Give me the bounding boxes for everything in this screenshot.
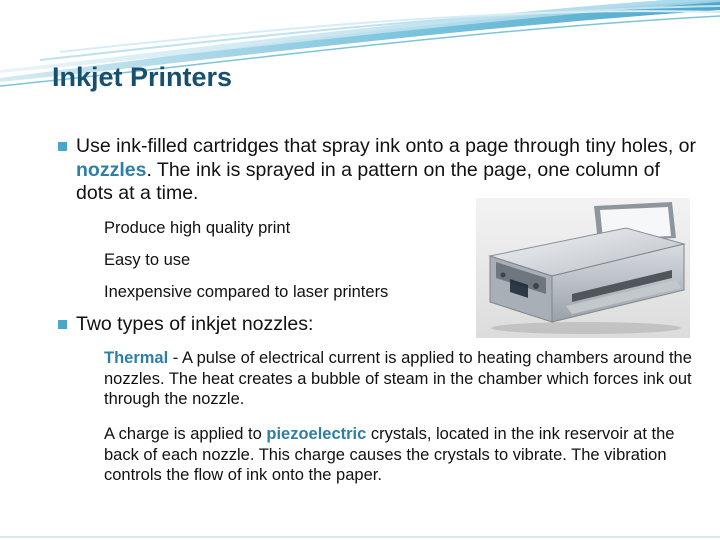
slide-title: Inkjet Printers <box>52 62 233 92</box>
bullet-1-text-b: . The ink is sprayed in a pattern on the page, one column of dots at a time. <box>76 158 660 204</box>
bottom-divider <box>0 536 720 538</box>
square-bullet-icon <box>58 320 67 329</box>
piezo-text-b: crystals, located in the ink reservoir at the back of each nozzle. This charge causes the crystals to vibrate. The vibration controls the flow of ink onto the paper. <box>104 425 675 484</box>
thermal-highlight: Thermal <box>104 349 169 367</box>
thermal-paragraph <box>104 348 704 410</box>
sub-item-1: Produce high quality print <box>104 219 291 237</box>
thermal-text: - A pulse of electrical current is applied to heating chambers around the nozzles. The heat creates a bubble of steam in the chamber which forces ink out through the nozzle. <box>104 349 692 408</box>
piezo-highlight: piezoelectric <box>266 425 367 443</box>
bullet-1-text-a: Use ink-filled cartridges that spray ink onto a page through tiny holes, or <box>76 135 697 157</box>
sub-item-3: Inexpensive compared to laser printers <box>104 283 389 301</box>
piezo-text-a: A charge is applied to <box>104 425 267 443</box>
bullet-2-text: Two types of inkjet nozzles: <box>76 313 314 335</box>
bullet-1-text <box>76 135 696 206</box>
square-bullet-icon <box>58 142 67 151</box>
inkjet-printer-image <box>476 198 690 338</box>
bullet-1-highlight: nozzles <box>76 158 147 181</box>
piezo-paragraph <box>104 424 704 486</box>
sub-item-2: Easy to use <box>104 251 191 269</box>
